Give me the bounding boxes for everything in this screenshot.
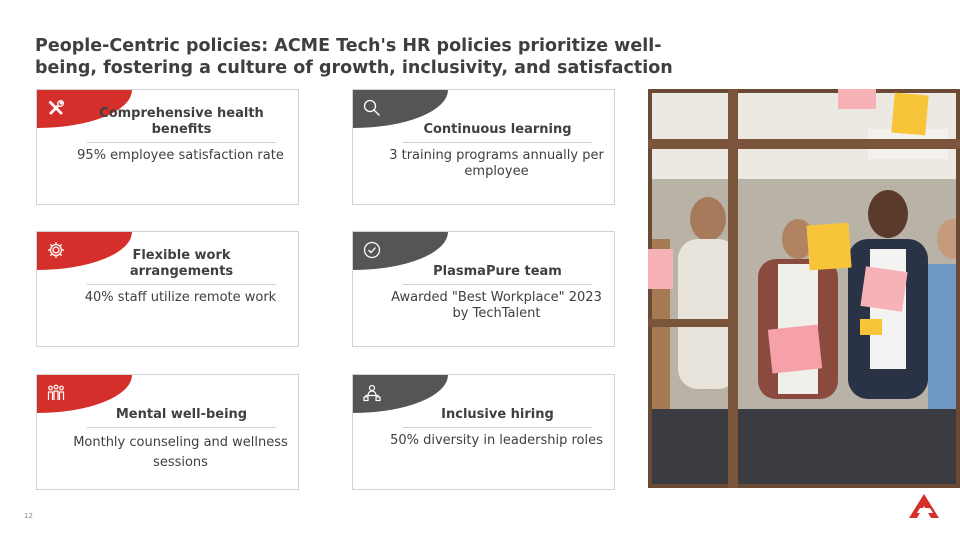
magnifier-icon	[362, 98, 382, 118]
acme-logo-icon	[908, 493, 940, 519]
team-brainstorm-image	[648, 89, 960, 488]
card-divider	[87, 142, 276, 143]
card-title: Mental well-being	[115, 407, 248, 422]
tools-icon	[46, 98, 66, 118]
card-title: Continuous learning	[423, 122, 572, 137]
card-description: 50% diversity in leadership roles	[390, 433, 603, 448]
policy-card-flexible-work	[36, 231, 299, 347]
card-description: 40% staff utilize remote work	[84, 290, 277, 305]
card-divider	[403, 284, 592, 285]
card-title: PlasmaPure team	[433, 264, 562, 279]
card-description: Awarded "Best Workplace" 2023 by TechTalent	[391, 290, 602, 321]
card-title: Comprehensive health benefits	[99, 106, 264, 137]
card-description: 3 training programs annually per employee	[389, 148, 604, 179]
person-network-icon	[362, 383, 382, 403]
team-photo	[648, 89, 960, 488]
gear-icon	[46, 240, 66, 260]
card-divider	[403, 142, 592, 143]
card-title: Inclusive hiring	[441, 407, 554, 422]
policy-card-inclusive-hiring	[352, 374, 615, 490]
page-number: 12	[24, 512, 33, 520]
policy-card-health-benefits	[36, 89, 299, 205]
policy-card-mental-wellbeing	[36, 374, 299, 490]
card-divider	[87, 284, 276, 285]
card-divider	[87, 427, 276, 428]
card-title: Flexible work arrangements	[129, 248, 234, 279]
policy-card-continuous-learning	[352, 89, 615, 205]
badge-check-icon	[362, 240, 382, 260]
card-description: Monthly counseling and wellness sessions	[73, 435, 288, 470]
policy-card-plasmapure-team	[352, 231, 615, 347]
people-group-icon	[46, 383, 66, 403]
card-divider	[403, 427, 592, 428]
card-description: 95% employee satisfaction rate	[77, 148, 284, 163]
slide-title: People-Centric policies: ACME Tech's HR policies prioritize well-being, fostering a culture of growth, inclusivity, and satisfaction	[35, 36, 673, 78]
